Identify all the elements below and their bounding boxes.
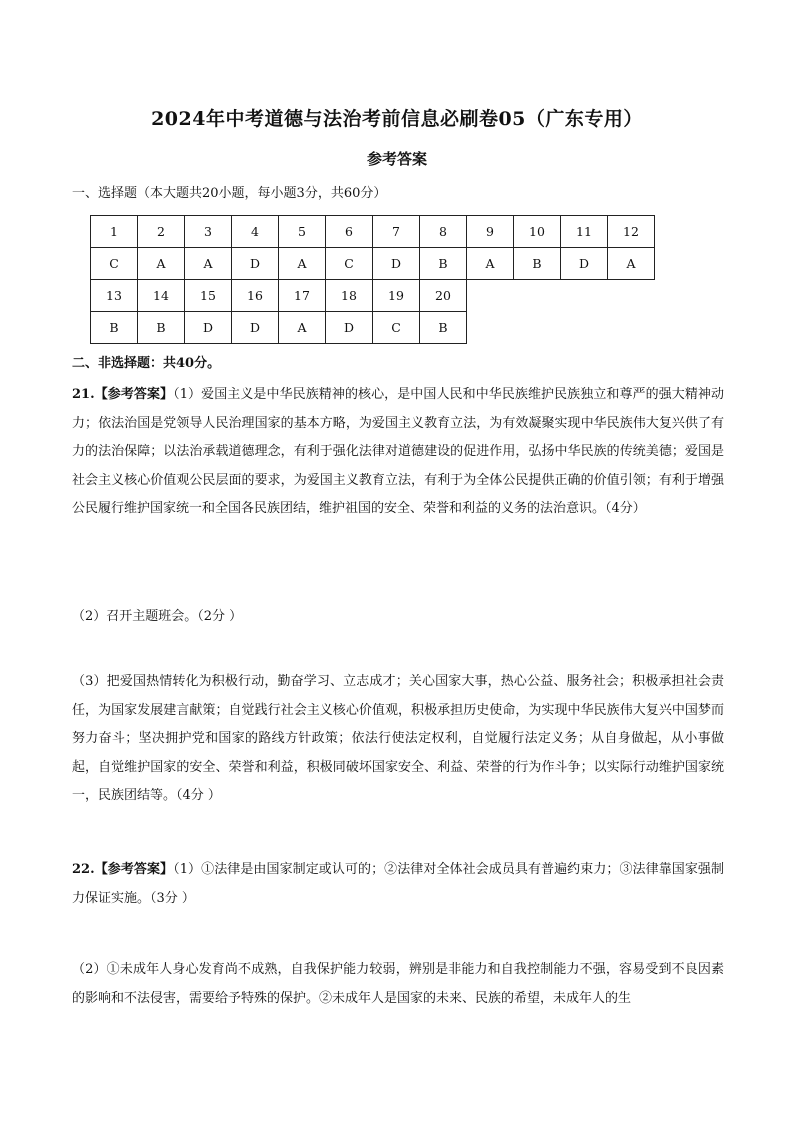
q21-answer-part3: （3）把爱国热情转化为积极行动，勤奋学习、立志成才；关心国家大事，热心公益、服务社会；积极承担社会责任，为国家发展建言献策；自觉践行社会主义核心价值观，积极承担历史使命，为实现中华民族伟大复兴中国梦而努力奋斗；坚决拥护党和国家的路线方针政策；依法行使法定权利，自觉履行法定义务；从自身做起，从小事做起，自觉维护国家的安全、荣誉和利益，积极同破坏国家安全、利益、荣誉的行为作斗争；以实际行动维护国家统一，民族团结等。（4分 ）: [72, 674, 724, 803]
table-cell: 13: [91, 280, 138, 312]
page-title: 2024年中考道德与法治考前信息必刷卷05（广东专用）: [151, 108, 643, 130]
table-cell: 12: [608, 216, 655, 248]
table-cell: C: [326, 248, 373, 280]
table-cell: 17: [279, 280, 326, 312]
table-cell-empty: [467, 312, 514, 344]
table-cell: D: [561, 248, 608, 280]
q22-text-1: （1）①法律是由国家制定或认可的；②法律对全体社会成员具有普遍约束力；③法律靠国家强制力保证实施。（3分 ）: [72, 862, 724, 906]
table-cell-empty: [514, 312, 561, 344]
table-cell-empty: [561, 312, 608, 344]
table-cell-empty: [608, 312, 655, 344]
q21-answer-part2: （2）召开主题班会。（2分 ）: [72, 609, 243, 624]
table-cell: 8: [420, 216, 467, 248]
table-cell: A: [608, 248, 655, 280]
table-row: [91, 312, 655, 344]
table-cell: C: [373, 312, 420, 344]
table-cell: 11: [561, 216, 608, 248]
q21-label: 21.【参考答案】: [72, 387, 174, 402]
q21-text-1: （1）爱国主义是中华民族精神的核心，是中国人民和中华民族维护民族独立和尊严的强大精神动力；依法治国是党领导人民治理国家的基本方略，为爱国主义教育立法，为有效凝聚实现中华民族伟大复兴供了有力的法治保障；以法治承载道德理念，有利于强化法律对道德建设的促进作用，弘扬中华民族的传统美德；爱国是社会主义核心价值观公民层面的要求，为爱国主义教育立法，有利于为全体公民提供正确的价值引领；有利于增强公民履行维护国家统一和全国各民族团结，维护祖国的安全、荣誉和利益的义务的法治意识。（4分）: [72, 387, 724, 516]
q22-answer-part2: （2）①未成年人身心发育尚不成熟，自我保护能力较弱，辨别是非能力和自我控制能力不强，容易受到不良因素的影响和不法侵害，需要给予特殊的保护。②未成年人是国家的未来、民族的希望，未成年人的生: [72, 962, 724, 1006]
table-cell-empty: [608, 280, 655, 312]
page-subtitle: 参考答案: [366, 150, 427, 168]
table-cell: 10: [514, 216, 561, 248]
q21-answer-part1: [72, 381, 724, 524]
table-cell: 15: [185, 280, 232, 312]
section-heading-nonchoice: 二、非选择题：共40分。: [72, 356, 221, 371]
table-cell: A: [185, 248, 232, 280]
table-cell: A: [279, 312, 326, 344]
table-cell-empty: [514, 280, 561, 312]
table-cell: 7: [373, 216, 420, 248]
table-cell: A: [467, 248, 514, 280]
table-cell: 5: [279, 216, 326, 248]
table-cell: B: [420, 248, 467, 280]
table-cell: 18: [326, 280, 373, 312]
table-row: [91, 216, 655, 248]
table-cell: 4: [232, 216, 279, 248]
table-cell: B: [91, 312, 138, 344]
table-row: [91, 248, 655, 280]
table-cell-empty: [467, 280, 514, 312]
table-cell: B: [514, 248, 561, 280]
table-cell: B: [138, 312, 185, 344]
table-cell: A: [138, 248, 185, 280]
table-cell: D: [185, 312, 232, 344]
table-row: [91, 280, 655, 312]
table-cell: D: [232, 248, 279, 280]
table-cell: 9: [467, 216, 514, 248]
section-heading-choice: 一、选择题（本大题共20小题，每小题3分，共60分）: [72, 186, 387, 201]
table-cell: 19: [373, 280, 420, 312]
table-cell: C: [91, 248, 138, 280]
table-cell: 3: [185, 216, 232, 248]
table-cell-empty: [561, 280, 608, 312]
table-cell: 6: [326, 216, 373, 248]
answer-table: [90, 215, 655, 344]
table-cell: 14: [138, 280, 185, 312]
table-cell: D: [232, 312, 279, 344]
table-cell: B: [420, 312, 467, 344]
table-cell: D: [373, 248, 420, 280]
table-cell: 2: [138, 216, 185, 248]
q22-answer-part1: [72, 856, 724, 913]
q22-label: 22.【参考答案】: [72, 862, 174, 877]
table-cell: 20: [420, 280, 467, 312]
table-cell: 1: [91, 216, 138, 248]
table-cell: A: [279, 248, 326, 280]
table-cell: 16: [232, 280, 279, 312]
table-cell: D: [326, 312, 373, 344]
